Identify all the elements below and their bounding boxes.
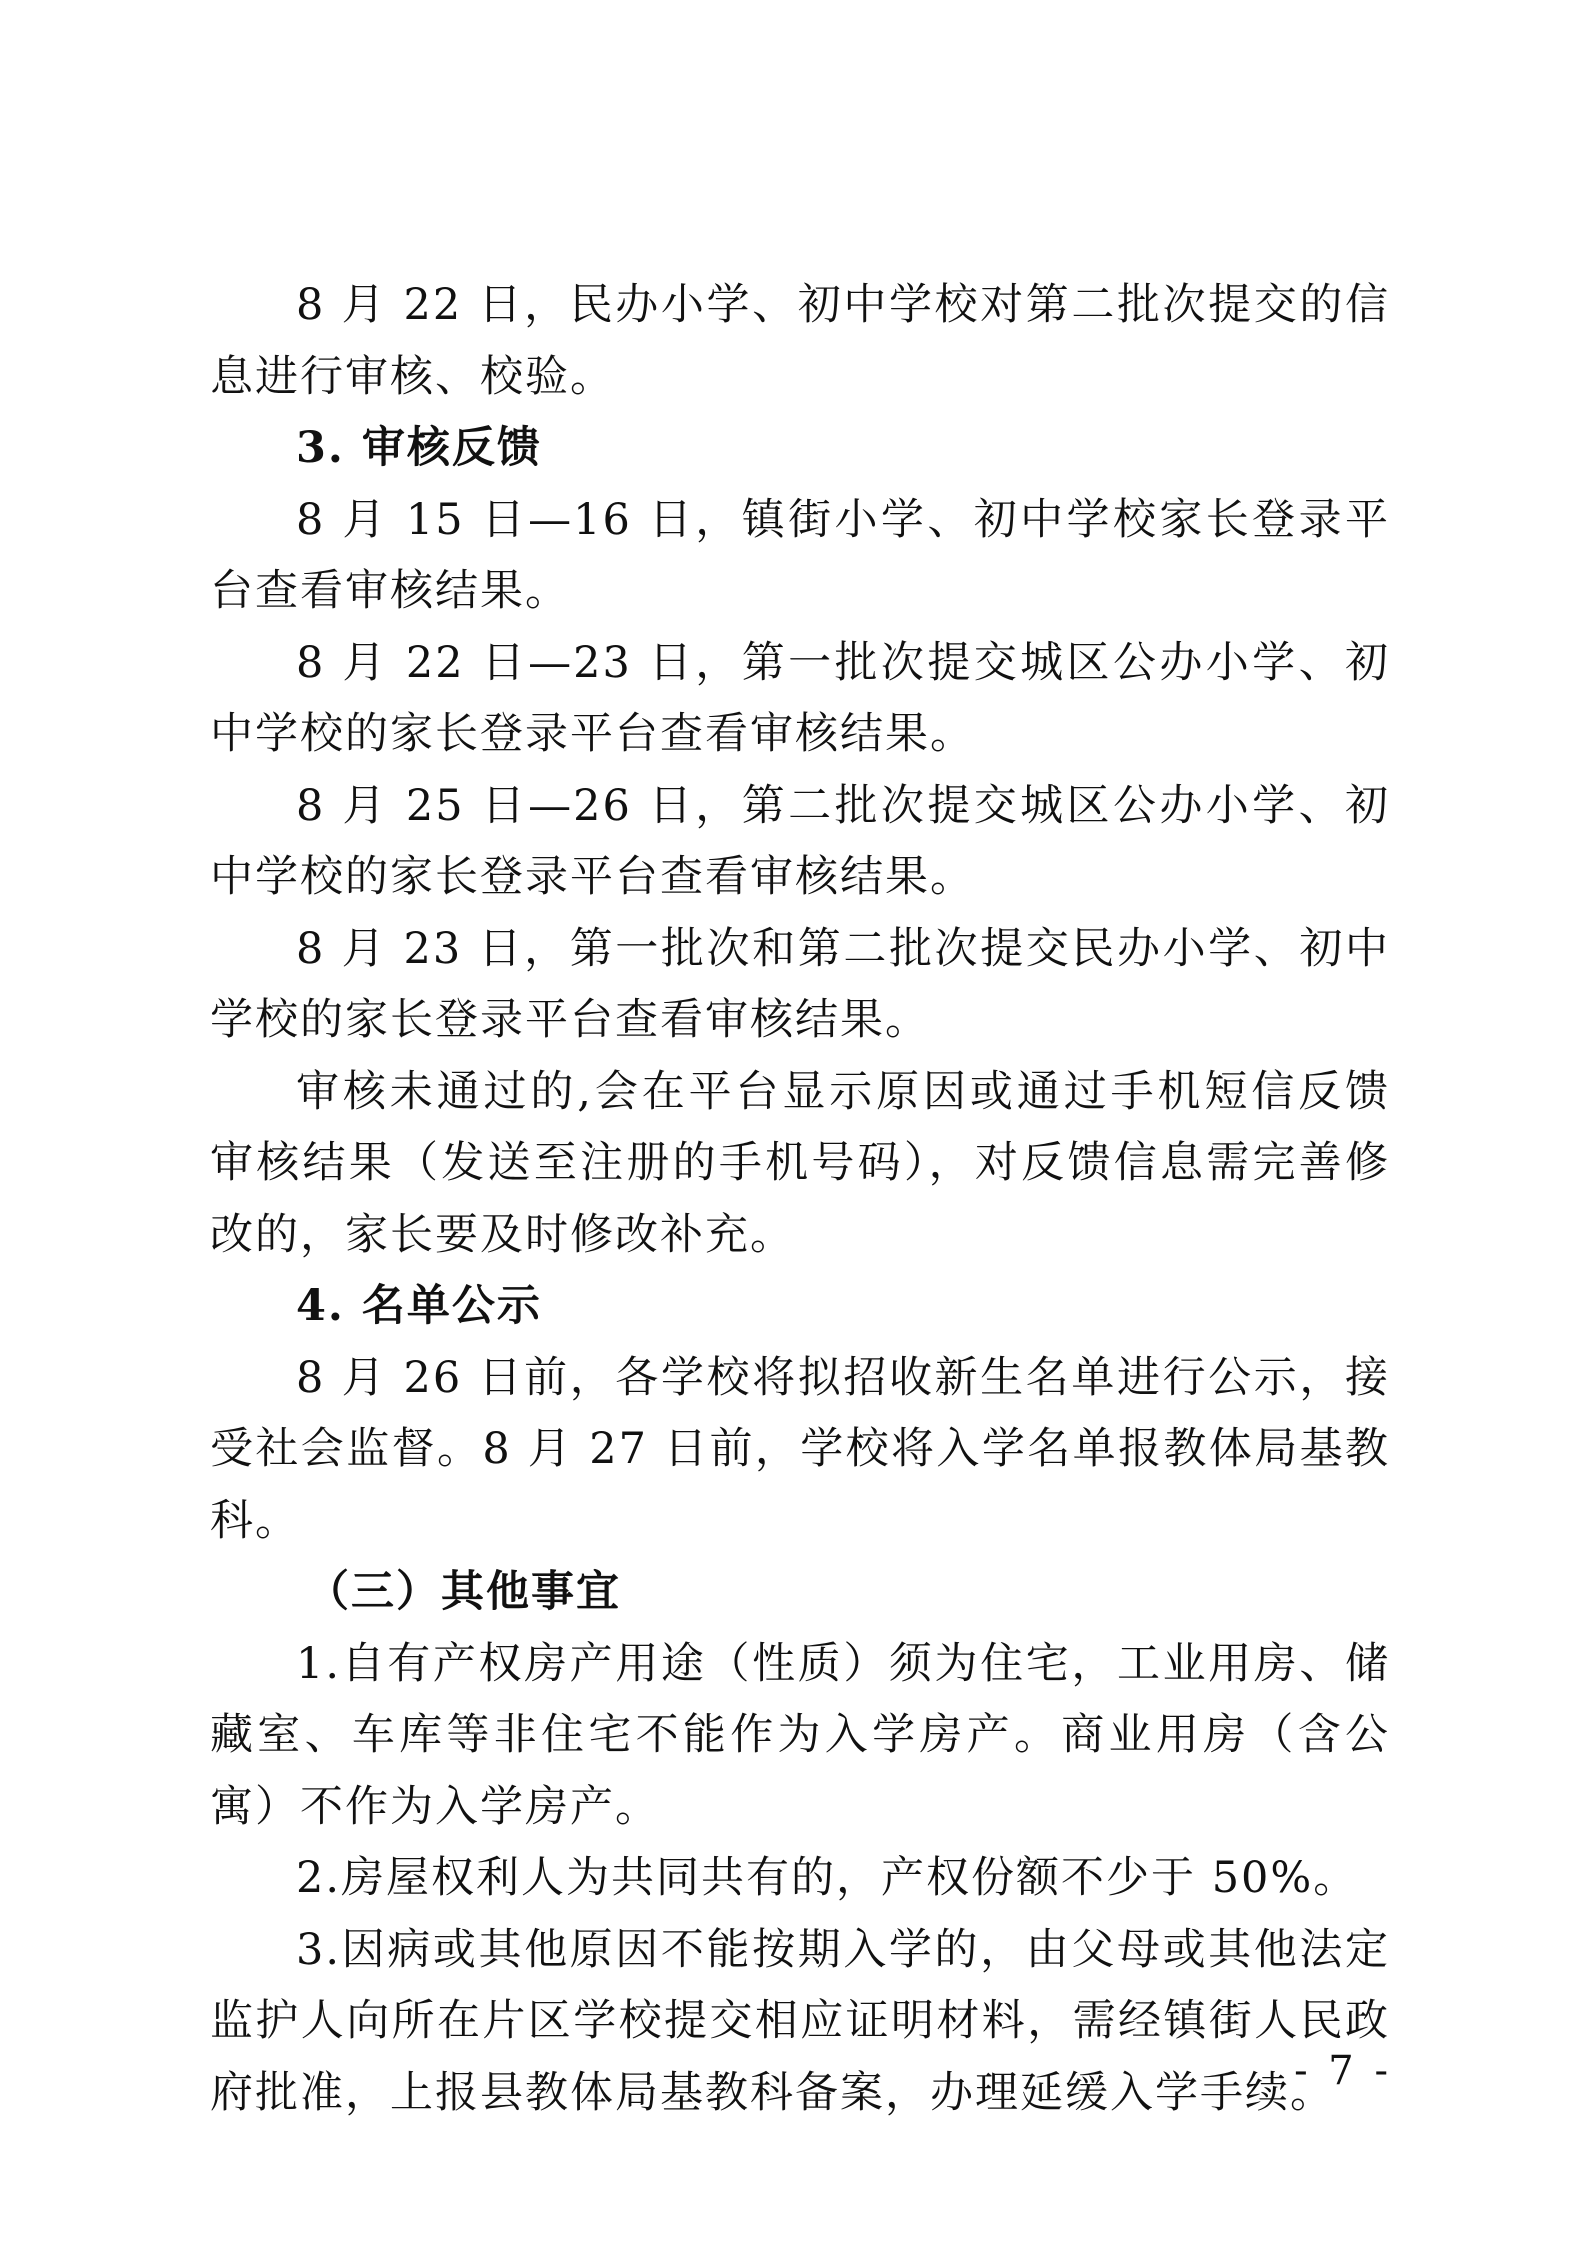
paragraph: 8 月 26 日前，各学校将拟招收新生名单进行公示，接受社会监督。8 月 27 日前，学校将入学名单报教体局基教科。 xyxy=(210,1352,1390,1546)
section-heading: 3. 审核反馈 xyxy=(296,423,542,473)
paragraph: 2.房屋权利人为共同共有的，产权份额不少于 50%。 xyxy=(296,1853,1359,1903)
paragraph: 8 月 15 日—16 日，镇街小学、初中学校家长登录平台查看审核结果。 xyxy=(210,494,1390,616)
section-heading: 4. 名单公示 xyxy=(296,1281,542,1331)
section-heading: （三）其他事宜 xyxy=(306,1567,621,1617)
paragraph: 8 月 22 日—23 日，第一批次提交城区公办小学、初中学校的家长登录平台查看审核结果。 xyxy=(210,637,1390,759)
document-body xyxy=(210,270,1390,2129)
page-number: - 7 - xyxy=(1294,2048,1392,2094)
paragraph: 8 月 23 日，第一批次和第二批次提交民办小学、初中学校的家长登录平台查看审核结果。 xyxy=(210,923,1390,1045)
paragraph: 1.自有产权房产用途（性质）须为住宅，工业用房、储藏室、车库等非住宅不能作为入学房产。商业用房（含公寓）不作为入学房产。 xyxy=(210,1638,1390,1832)
paragraph: 3.因病或其他原因不能按期入学的，由父母或其他法定监护人向所在片区学校提交相应证明材料，需经镇街人民政府批准，上报县教体局基教科备案，办理延缓入学手续。 xyxy=(210,1924,1390,2118)
paragraph: 审核未通过的,会在平台显示原因或通过手机短信反馈审核结果（发送至注册的手机号码），对反馈信息需完善修改的，家长要及时修改补充。 xyxy=(210,1066,1390,1260)
paragraph: 8 月 22 日，民办小学、初中学校对第二批次提交的信息进行审核、校验。 xyxy=(210,280,1390,402)
paragraph: 8 月 25 日—26 日，第二批次提交城区公办小学、初中学校的家长登录平台查看审核结果。 xyxy=(210,780,1390,902)
